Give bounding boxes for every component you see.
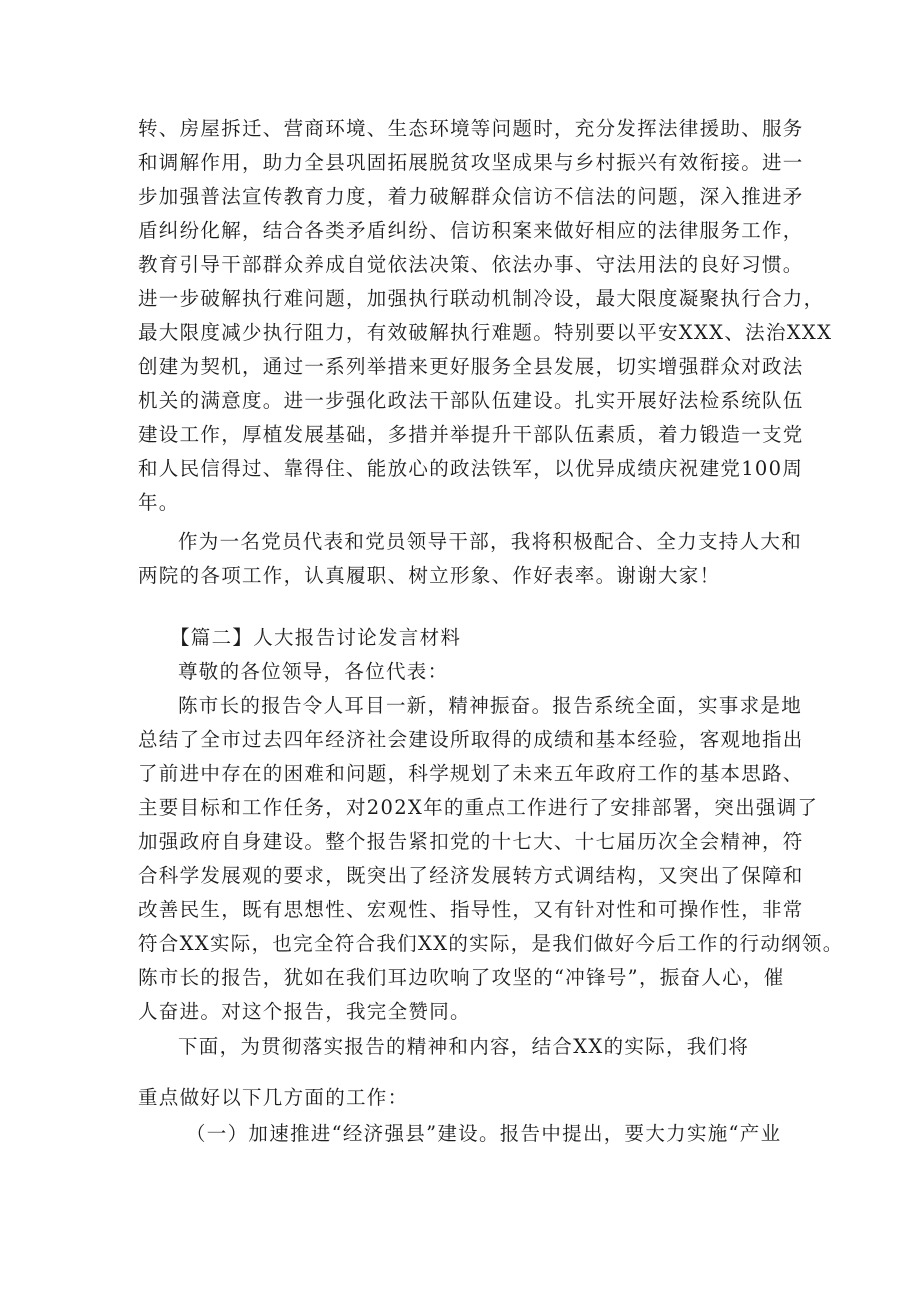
- list-item-1: （一）加速推进“经济强县”建设。报告中提出，要大力实施“产业: [186, 1122, 782, 1145]
- text-line: 加强政府自身建设。整个报告紧扣党的十七大、十七届历次全会精神，符: [138, 830, 804, 853]
- text-line: 了前进中存在的困难和问题，科学规划了未来五年政府工作的基本思路、: [138, 762, 804, 785]
- text-line: 陈市长的报告，犹如在我们耳边吹响了攻坚的“冲锋号”，振奋人心，催: [138, 966, 785, 989]
- text-line: 总结了全市过去四年经济社会建设所取得的成绩和基本经验，客观地指出: [138, 728, 804, 751]
- text-line: 作为一名党员代表和党员领导干部，我将积极配合、全力支持人大和: [178, 530, 803, 553]
- text-line: 年。: [138, 491, 180, 514]
- text-line: 机关的满意度。进一步强化政法干部队伍建设。扎实开展好法检系统队伍: [138, 389, 804, 412]
- text-line: 陈市长的报告令人耳目一新，精神振奋。报告系统全面，实事求是地: [178, 694, 803, 717]
- text-line: 转、房屋拆迁、营商环境、生态环境等问题时，充分发挥法律援助、服务: [138, 117, 804, 140]
- text-line: 和人民信得过、靠得住、能放心的政法铁军，以优异成绩庆祝建党100周: [138, 457, 804, 480]
- text-line: 和调解作用，助力全县巩固拓展脱贫攻坚成果与乡村振兴有效衔接。进一: [138, 151, 804, 174]
- text-line: 重点做好以下几方面的工作：: [138, 1086, 409, 1109]
- text-line: 教育引导干部群众养成自觉依法决策、依法办事、守法用法的良好习惯。: [138, 253, 804, 276]
- text-line: 人奋进。对这个报告，我完全赞同。: [138, 1000, 471, 1023]
- text-line: 盾纠纷化解，结合各类矛盾纠纷、信访积案来做好相应的法律服务工作，: [138, 219, 804, 242]
- text-line: 下面，为贯彻落实报告的精神和内容，结合XX的实际，我们将: [178, 1035, 750, 1058]
- text-line: 建设工作，厚植发展基础，多措并举提升干部队伍素质，着力锻造一支党: [138, 423, 804, 446]
- text-line: 合科学发展观的要求，既突出了经济发展转方式调结构，又突出了保障和: [138, 864, 804, 887]
- text-line: 两院的各项工作，认真履职、树立形象、作好表率。谢谢大家！: [138, 564, 721, 587]
- text-line: 创建为契机，通过一系列举措来更好服务全县发展，切实增强群众对政法: [138, 355, 804, 378]
- text-line: 符合XX实际，也完全符合我们XX的实际，是我们做好今后工作的行动纲领。: [138, 932, 844, 955]
- text-line: 改善民生，既有思想性、宏观性、指导性，又有针对性和可操作性，非常: [138, 898, 804, 921]
- text-line: 进一步破解执行难问题，加强执行联动机制冷设，最大限度凝聚执行合力，: [138, 287, 825, 310]
- text-line: 主要目标和工作任务，对202X年的重点工作进行了安排部署，突出强调了: [138, 796, 819, 819]
- text-line: 步加强普法宣传教育力度，着力破解群众信访不信法的问题，深入推进矛: [138, 185, 804, 208]
- salutation: 尊敬的各位领导，各位代表：: [178, 660, 449, 683]
- section-heading: 【篇二】人大报告讨论发言材料: [170, 626, 462, 649]
- text-line: 最大限度减少执行阻力，有效破解执行难题。特别要以平安XXX、法治XXX: [138, 321, 833, 344]
